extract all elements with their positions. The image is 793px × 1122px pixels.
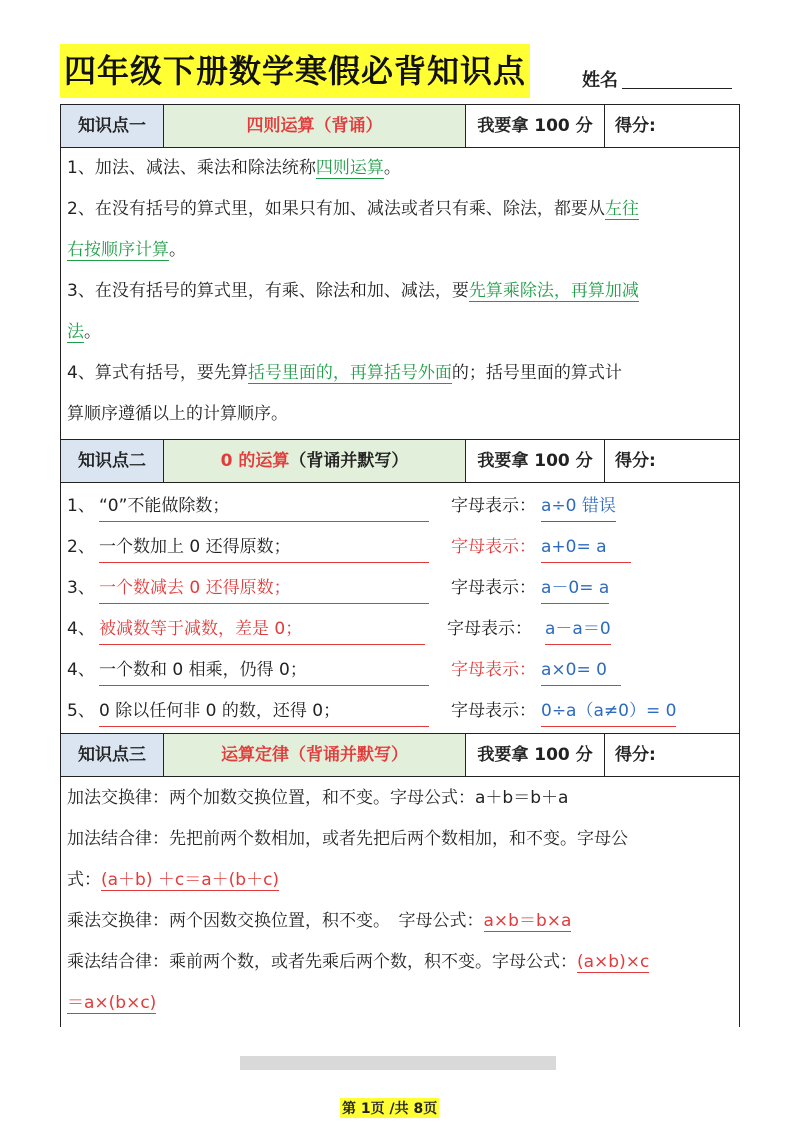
name-field[interactable] [622, 88, 732, 89]
section3-header [61, 734, 739, 777]
section2-body: 1、 “0”不能做除数； 字母表示： a÷0 错误 2、 一个数加上 0 还得原数； 字母表示： a+0= a 3、 一个数减去 0 还得原数； 字母表示： a－0= a 4、 被减数等于减数，差是 0； 字母表示： a－a＝0 4、 一个数和 0 相乘，仍得 0； 字母表示： a×0= 0 5、 0 除以任何非 0 的数，还得 0； 字母表示： 0÷a（a≠0）= 0 [61, 483, 739, 734]
section1-body [61, 148, 739, 440]
section1-topic: 四则运算（背诵） [164, 105, 466, 147]
law-add-commutative: 加法交换律：两个加数交换位置，和不变。字母公式：a＋b＝b＋a [67, 788, 569, 808]
law-mul-associative-2: ＝a×(b×c) [67, 993, 157, 1013]
section1-target: 我要拿 100 分 [466, 105, 605, 147]
law-mul-commutative: 乘法交换律：两个因数交换位置，积不变。 字母公式：a×b＝b×a [67, 911, 572, 931]
section2-target: 我要拿 100 分 [466, 440, 605, 482]
title-area [60, 44, 740, 100]
page-title: 四年级下册数学寒假必背知识点 [60, 44, 530, 98]
section2-score[interactable]: 得分: [615, 451, 656, 471]
section3-point: 知识点三 [61, 734, 164, 776]
name-label: 姓名 [582, 70, 618, 91]
section2-topic: 0 的运算（背诵并默写） [164, 440, 466, 482]
section2-header [61, 440, 739, 483]
knowledge-sheet [60, 104, 740, 1027]
rule-2: 2、在没有括号的算式里，如果只有加、减法或者只有乘、除法，都要从左往 右按顺序计算。 [67, 199, 639, 260]
section1-point: 知识点一 [61, 105, 164, 147]
section1-header [61, 105, 739, 148]
law-add-associative-2: 式：(a＋b) ＋c＝a＋(b＋c) [67, 870, 280, 890]
section3-score[interactable]: 得分: [615, 745, 656, 765]
rule-4: 4、算式有括号，要先算括号里面的，再算括号外面的；括号里面的算式计 算顺序遵循以上的计算顺序。 [67, 363, 622, 424]
section3-body [61, 777, 739, 1027]
section3-target: 我要拿 100 分 [466, 734, 605, 776]
law-add-associative-1: 加法结合律：先把前两个数相加，或者先把后两个数相加，和不变。字母公 [67, 829, 628, 849]
section2-point: 知识点二 [61, 440, 164, 482]
blurred-watermark [240, 1056, 556, 1070]
law-mul-associative-1: 乘法结合律：乘前两个数，或者先乘后两个数，积不变。字母公式：(a×b)×c [67, 952, 650, 972]
section3-topic: 运算定律（背诵并默写） [164, 734, 466, 776]
page-footer: 第 1页 /共 8页 [340, 1098, 439, 1118]
rule-1: 1、加法、减法、乘法和除法统称四则运算。 [67, 158, 401, 178]
section1-score[interactable]: 得分: [615, 116, 656, 136]
rule-3: 3、在没有括号的算式里，有乘、除法和加、减法，要先算乘除法，再算加减 法。 [67, 281, 639, 342]
